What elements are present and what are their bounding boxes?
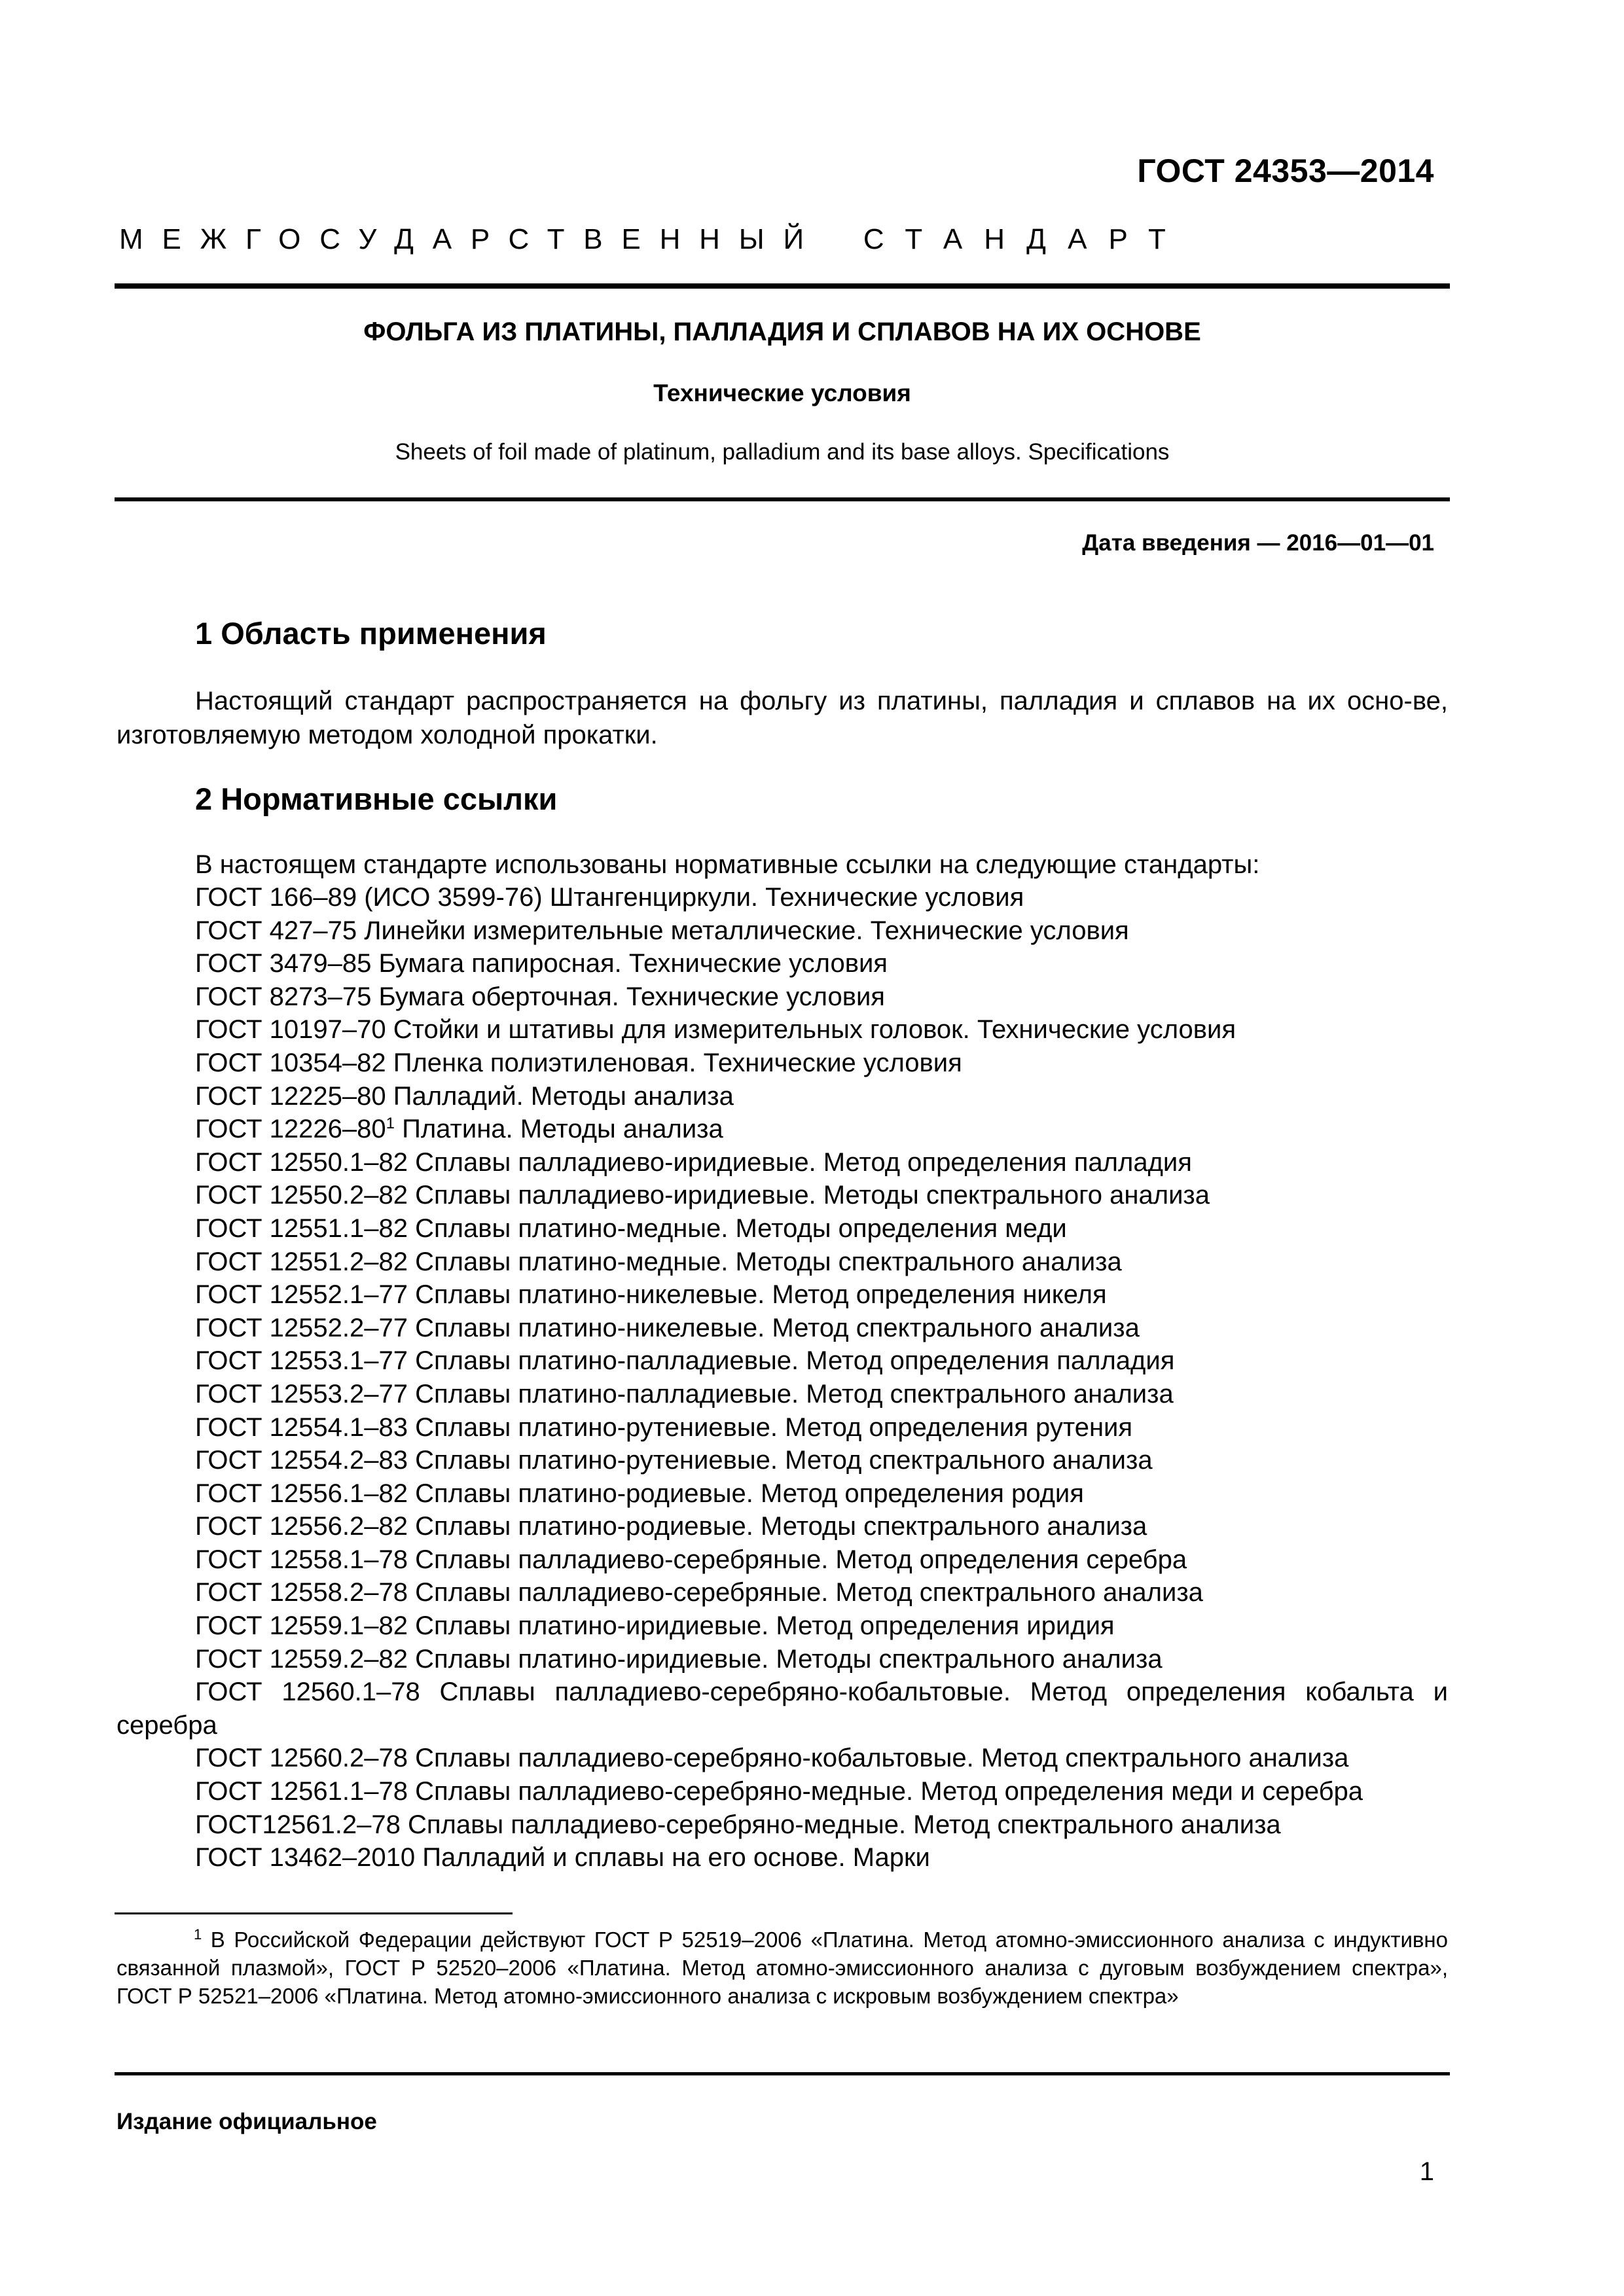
reference-item: ГОСТ 12558.2–78 Сплавы палладиево-серебряные. Метод спектрального анализа [195,1578,1203,1607]
footnote-text: В Российской Федерации действуют ГОСТ Р 52519–2006 «Платина. Метод атомно-эмиссионного анализа с индуктивно связанной плазмой», ГОСТ Р 52520–2006 «Платина. Метод атомно-эмиссионного анализа с дуговым возбуждением спектра», ГОСТ Р 52521–2006 «Платина. Метод атомно-эмиссионного анализа с искровым возбуждением спектра» [117,1928,1448,2008]
reference-item: ГОСТ 12553.1–77 Сплавы платино-палладиевые. Метод определения палладия [195,1346,1175,1376]
reference-item: ГОСТ 12554.1–83 Сплавы платино-рутениевые. Метод определения рутения [195,1412,1133,1442]
reference-item: ГОСТ 8273–75 Бумага оберточная. Технические условия [195,982,885,1011]
reference-item: ГОСТ 12550.1–82 Сплавы палладиево-иридиевые. Метод определения палладия [195,1147,1192,1177]
reference-item: ГОСТ 12558.1–78 Сплавы палладиево-серебряные. Метод определения серебра [195,1545,1187,1574]
footnote-separator [115,1912,513,1914]
reference-title: Платина. Методы анализа [394,1115,723,1144]
section-2-heading: 2 Нормативные ссылки [195,781,558,816]
reference-item [117,1113,1448,1146]
references-intro: В настоящем стандарте использованы нормативные ссылки на следующие стандарты: [195,850,1260,879]
interstate-standard-heading [119,220,1433,259]
reference-item: ГОСТ 10197–70 Стойки и штативы для измерительных головок. Технические условия [195,1015,1236,1045]
reference-item: ГОСТ 12559.2–82 Сплавы платино-иридиевые. Методы спектрального анализа [195,1644,1163,1674]
reference-item: ГОСТ 13462–2010 Палладий и сплавы на его основе. Марки [195,1843,930,1873]
title-rule [115,497,1450,501]
footnote [117,1926,1448,2010]
section-1-text: Настоящий стандарт распространяется на фольгу из платины, палладия и сплавов на их осно-ве, изготовляемую методом холодной прокатки. [117,687,1448,749]
reference-item: ГОСТ 12552.1–77 Сплавы платино-никелевые. Метод определения никеля [195,1280,1107,1310]
bottom-rule [115,2072,1450,2075]
standard-word: СТАНДАРТ [863,223,1187,255]
references-list [117,881,1448,1874]
official-edition-label: Издание официальное [117,2109,377,2134]
reference-item: ГОСТ 12554.2–83 Сплавы платино-рутениевые. Метод спектрального анализа [195,1446,1153,1475]
document-title-english: Sheets of foil made of platinum, palladium and its base alloys. Specifications [395,439,1170,465]
reference-item: ГОСТ 12561.1–78 Сплавы палладиево-серебряно-медные. Метод определения меди и серебра [195,1777,1363,1806]
reference-item: ГОСТ 12556.1–82 Сплавы платино-родиевые. Метод определения родия [195,1479,1084,1508]
document-subtitle: Технические условия [653,380,911,406]
reference-item: ГОСТ12561.2–78 Сплавы палладиево-серебряно-медные. Метод спектрального анализа [195,1810,1281,1839]
reference-item: ГОСТ 12552.2–77 Сплавы платино-никелевые. Метод спектрального анализа [195,1313,1140,1342]
reference-code: ГОСТ 12226–80 [195,1115,386,1144]
section-1-heading: 1 Область применения [195,616,547,651]
reference-item: ГОСТ 12553.2–77 Сплавы платино-палладиевые. Метод спектрального анализа [195,1379,1174,1408]
reference-item: ГОСТ 3479–85 Бумага папиросная. Технические условия [195,949,888,978]
reference-item: ГОСТ 12559.1–82 Сплавы платино-иридиевые. Метод определения иридия [195,1611,1115,1641]
reference-item: ГОСТ 12560.1–78 Сплавы палладиево-серебряно-кобальтовые. Метод определения кобальта и серебра [117,1677,1448,1740]
reference-item: ГОСТ 10354–82 Пленка полиэтиленовая. Технические условия [195,1048,962,1077]
footnote-ref-mark[interactable]: 1 [386,1115,395,1133]
reference-item: ГОСТ 12556.2–82 Сплавы платино-родиевые. Методы спектрального анализа [195,1512,1147,1541]
reference-item: ГОСТ 12550.2–82 Сплавы палладиево-иридиевые. Методы спектрального анализа [195,1181,1210,1210]
doc-number: ГОСТ 24353—2014 [1137,152,1434,189]
page-number: 1 [1419,2157,1434,2186]
document-title: ФОЛЬГА ИЗ ПЛАТИНЫ, ПАЛЛАДИЯ И СПЛАВОВ НА ИХ ОСНОВЕ [363,317,1201,346]
reference-item: ГОСТ 166–89 (ИСО 3599-76) Штангенциркули. Технические условия [195,883,1024,912]
reference-item: ГОСТ 12560.2–78 Сплавы палладиево-серебряно-кобальтовые. Метод спектрального анализа [195,1744,1349,1773]
reference-item: ГОСТ 12225–80 Палладий. Методы анализа [195,1081,734,1111]
reference-item: ГОСТ 427–75 Линейки измерительные металлические. Технические условия [195,916,1129,945]
top-rule [115,283,1450,289]
footnote-mark: 1 [194,1926,202,1943]
interstate-word: МЕЖГОСУДАРСТВЕННЫЙ [119,223,823,255]
reference-item: ГОСТ 12551.1–82 Сплавы платино-медные. Методы определения меди [195,1213,1067,1243]
introduction-date: Дата введения — 2016—01—01 [1082,530,1434,556]
reference-item: ГОСТ 12551.2–82 Сплавы платино-медные. Методы спектрального анализа [195,1247,1122,1276]
